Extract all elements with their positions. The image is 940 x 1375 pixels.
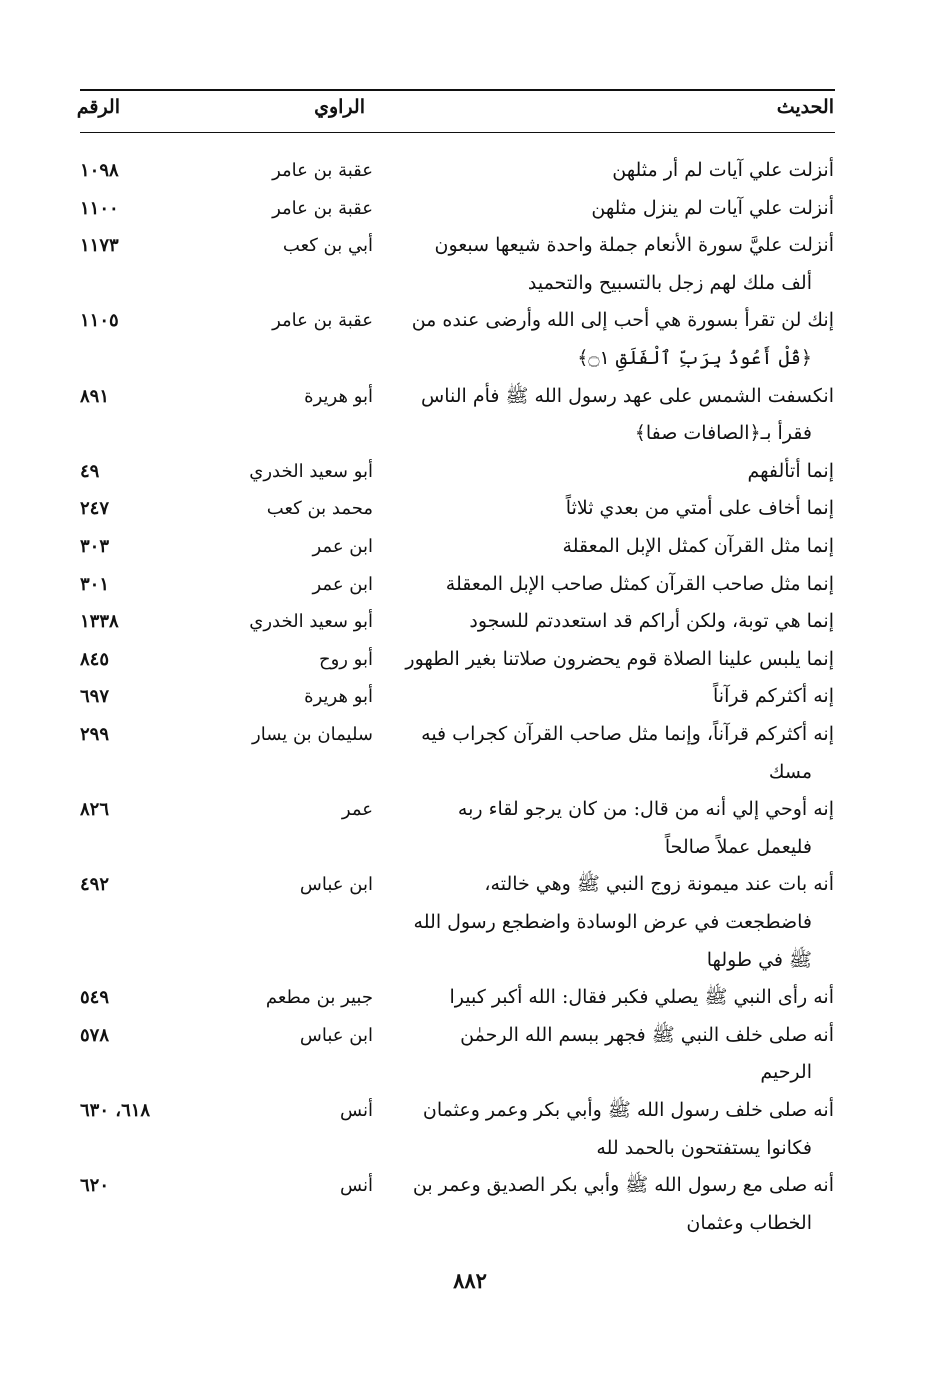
hadith-number: ٦٩٧: [80, 686, 110, 708]
hadith-line: فليعمل عملاً صالحاً: [664, 835, 812, 858]
hadith-line: ألف ملك لهم زجل بالتسبيح والتحميد: [527, 271, 812, 294]
hadith-line: إنما يلبس علينا الصلاة قوم يحضرون صلاتنا بغير الطهور: [405, 647, 834, 670]
hadith-line: ﷺ في طولها: [706, 948, 812, 971]
hadith-text: [404, 528, 834, 566]
hadith-line: انكسفت الشمس على عهد رسول الله ﷺ فأم الناس: [421, 384, 834, 407]
hadith-line: الرحيم: [760, 1061, 812, 1084]
hadith-line: أنزلت عليَّ سورة الأنعام جملة واحدة شيعها سبعون: [434, 234, 834, 257]
hadith-number: ٣٠١: [80, 573, 110, 595]
hadith-number: ٣٠٣: [80, 536, 110, 557]
narrator-name: ابن عمر: [312, 536, 373, 557]
narrator-name: ابن عباس: [299, 1024, 373, 1046]
column-header-hadith: الحديث: [776, 96, 834, 118]
hadith-text: [404, 866, 834, 979]
hadith-number: ٨٩١: [80, 385, 110, 407]
hadith-text: [404, 791, 834, 866]
hadith-line: أنه صلى مع رسول الله ﷺ وأبي بكر الصديق وعمر بن: [412, 1174, 834, 1197]
narrator-name: جبير بن مطعم: [265, 987, 373, 1009]
narrator-name: أبو سعيد الخدري: [249, 460, 373, 482]
hadith-line: مسك: [768, 760, 812, 783]
hadith-line: الخطاب وعثمان: [686, 1211, 812, 1234]
narrator-name: عمر: [341, 799, 373, 821]
hadith-number: ٥٧٨: [80, 1024, 110, 1046]
hadith-line: فاضطجعت في عرض الوسادة واضطجع رسول الله: [413, 910, 812, 933]
hadith-number: ١٠٩٨: [80, 160, 119, 181]
hadith-number: ٦٢٠: [80, 1175, 110, 1197]
hadith-line: إنما هي توبة، ولكن أراكم قد استعددتم للسجود: [469, 610, 834, 633]
narrator-name: ابن عمر: [312, 573, 373, 595]
hadith-text: [404, 678, 834, 716]
hadith-number: ٤٩٢: [80, 874, 110, 896]
hadith-text: [404, 453, 834, 491]
narrator-name: أنس: [340, 1100, 373, 1121]
narrator-name: أنس: [340, 1175, 373, 1197]
column-header-number: الرقم: [76, 96, 120, 118]
hadith-number: ٦١٨، ٦٣٠: [80, 1100, 151, 1121]
hadith-number: ١١٠٥: [80, 310, 119, 332]
hadith-text: [404, 1017, 834, 1092]
page-number: ٨٨٢: [453, 1268, 487, 1293]
narrator-name: أبو هريرة: [304, 686, 373, 708]
hadith-number: ١١٠٠: [80, 197, 119, 219]
hadith-line: فقرأ بـ﴿الصافات صفا﴾: [634, 422, 812, 445]
hadith-text: [404, 1092, 834, 1167]
hadith-line: أنه صلى خلف النبي ﷺ فجهر ببسم الله الرحمٰن: [460, 1023, 834, 1046]
hadith-line: إنه أكثركم قرآناً، وإنما مثل صاحب القرآن كجراب فيه: [421, 723, 834, 745]
hadith-text: [404, 190, 834, 228]
hadith-line: فكانوا يستفتحون بالحمد لله: [596, 1136, 812, 1159]
hadith-line: إنما أخاف على أمتي من بعدي ثلاثاً: [565, 497, 834, 520]
hadith-number: ٤٩: [80, 460, 100, 482]
top-rule: [80, 89, 835, 91]
hadith-number: ٨٤٥: [80, 648, 110, 670]
hadith-text: [404, 603, 834, 641]
hadith-text: [404, 490, 834, 528]
hadith-number: ٨٢٦: [80, 799, 110, 821]
hadith-number: ٢٤٧: [80, 498, 110, 520]
hadith-text: [404, 979, 834, 1017]
narrator-name: أبو سعيد الخدري: [249, 611, 373, 633]
hadith-line: إنه أوحي إلي أنه من قال: من كان يرجو لقاء ربه: [457, 798, 834, 821]
narrator-name: عقبة بن عامر: [272, 310, 373, 332]
narrator-name: أبو هريرة: [304, 385, 373, 407]
hadith-text: [404, 641, 834, 679]
header-rule: [80, 132, 835, 133]
hadith-text: [404, 302, 834, 377]
hadith-line: إنه أكثركم قرآناً: [713, 685, 834, 708]
narrator-name: أبو روح: [318, 648, 373, 670]
hadith-number: ١١٧٣: [80, 235, 119, 257]
hadith-number: ١٣٣٨: [80, 611, 119, 633]
narrator-name: عقبة بن عامر: [272, 197, 373, 219]
column-header-narrator: الراوي: [314, 96, 365, 118]
hadith-line: ﴿قُلْ أَعُوذُ بِرَبِّ ٱلْفَلَقِ ۝١﴾: [577, 346, 812, 369]
hadith-number: ٢٩٩: [80, 724, 110, 745]
narrator-name: سليمان بن يسار: [252, 724, 373, 745]
hadith-text: [404, 1167, 834, 1242]
hadith-line: أنه صلى خلف رسول الله ﷺ وأبي بكر وعمر وعثمان: [422, 1099, 834, 1121]
hadith-line: إنما مثل القرآن كمثل الإبل المعقلة: [562, 535, 834, 557]
hadith-text: [404, 566, 834, 604]
hadith-text: [404, 378, 834, 453]
hadith-line: أنزلت علي آيات لم أر مثلهن: [612, 159, 834, 181]
narrator-name: محمد بن كعب: [266, 498, 373, 520]
hadith-text: [404, 716, 834, 791]
hadith-line: إنما أتألفهم: [747, 459, 834, 482]
hadith-line: إنما مثل صاحب القرآن كمثل صاحب الإبل المعقلة: [445, 572, 834, 595]
hadith-text: [404, 152, 834, 190]
hadith-line: أنه رأى النبي ﷺ يصلي فكبر فقال: الله أكبر كبيرا: [449, 986, 834, 1009]
hadith-number: ٥٤٩: [80, 987, 110, 1009]
narrator-name: ابن عباس: [299, 874, 373, 896]
narrator-name: عقبة بن عامر: [272, 160, 373, 181]
hadith-line: أنزلت علي آيات لم ينزل مثلهن: [591, 196, 834, 219]
hadith-line: أنه بات عند ميمونة زوج النبي ﷺ وهي خالته،: [484, 873, 834, 896]
hadith-text: [404, 227, 834, 302]
narrator-name: أبي بن كعب: [282, 235, 373, 257]
hadith-line: إنك لن تقرأ بسورة هي أحب إلى الله وأرضى عنده من: [411, 309, 834, 332]
